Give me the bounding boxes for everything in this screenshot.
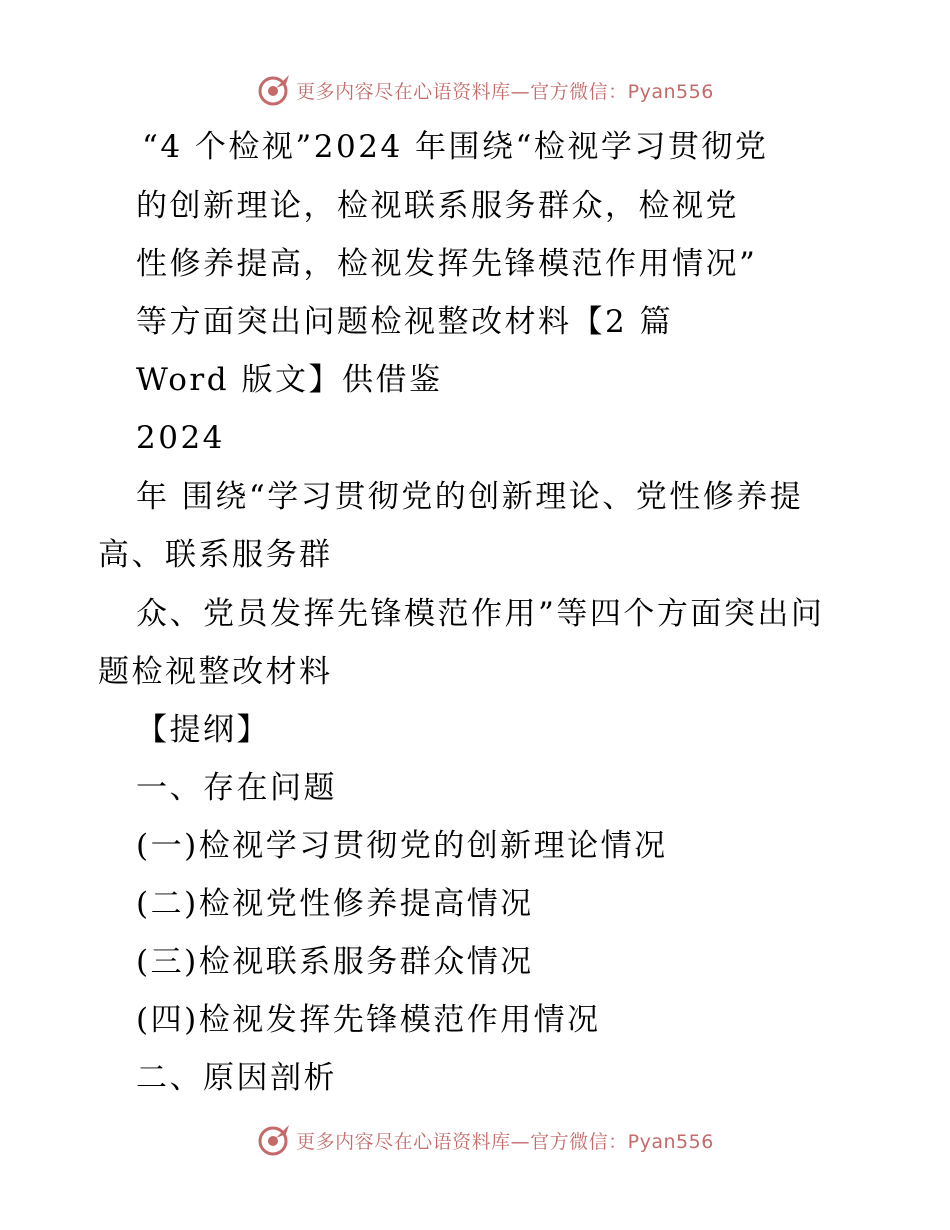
- title-line-4: 等方面突出问题检视整改材料【2 篇: [136, 304, 674, 340]
- watermark-text: 更多内容尽在心语资料库—官方微信：Pyan556: [296, 80, 714, 103]
- year-line: 2024: [136, 420, 225, 456]
- section-1-heading: 一、存在问题: [136, 770, 337, 806]
- section-2-heading: 二、原因剖析: [136, 1060, 337, 1096]
- title-line-3: 性修养提高，检视发挥先锋模范作用情况”: [136, 246, 758, 282]
- title-line-2: 的创新理论，检视联系服务群众，检视党: [136, 188, 739, 224]
- subtitle-line-3: 众、党员发挥先锋模范作用”等四个方面突出问: [136, 596, 825, 632]
- outline-item-3: (三)检视联系服务群众情况: [136, 944, 534, 980]
- watermark-group: [256, 72, 714, 108]
- subtitle-line-1: 年 围绕“学习贯彻党的创新理论、党性修养提: [136, 479, 804, 515]
- subtitle-line-2: 高、联系服务群: [98, 537, 333, 573]
- watermark-text: 更多内容尽在心语资料库—官方微信：Pyan556: [296, 1130, 714, 1153]
- footer-watermark: [0, 1120, 950, 1160]
- outline-item-1: (一)检视学习贯彻党的创新理论情况: [136, 828, 668, 864]
- subtitle-line-4: 题检视整改材料: [98, 654, 333, 690]
- watermark-group: [256, 1122, 714, 1158]
- header-watermark: [0, 70, 950, 110]
- quill-seal-icon: [256, 1122, 292, 1158]
- outline-item-4: (四)检视发挥先锋模范作用情况: [136, 1002, 601, 1038]
- outline-item-2: (二)检视党性修养提高情况: [136, 886, 534, 922]
- title-line-5: Word 版文】供借鉴: [136, 362, 443, 398]
- title-line-1: “4 个检视”2024 年围绕“检视学习贯彻党: [142, 129, 769, 165]
- outline-heading: 【提纲】: [136, 712, 270, 748]
- quill-seal-icon: [256, 72, 292, 108]
